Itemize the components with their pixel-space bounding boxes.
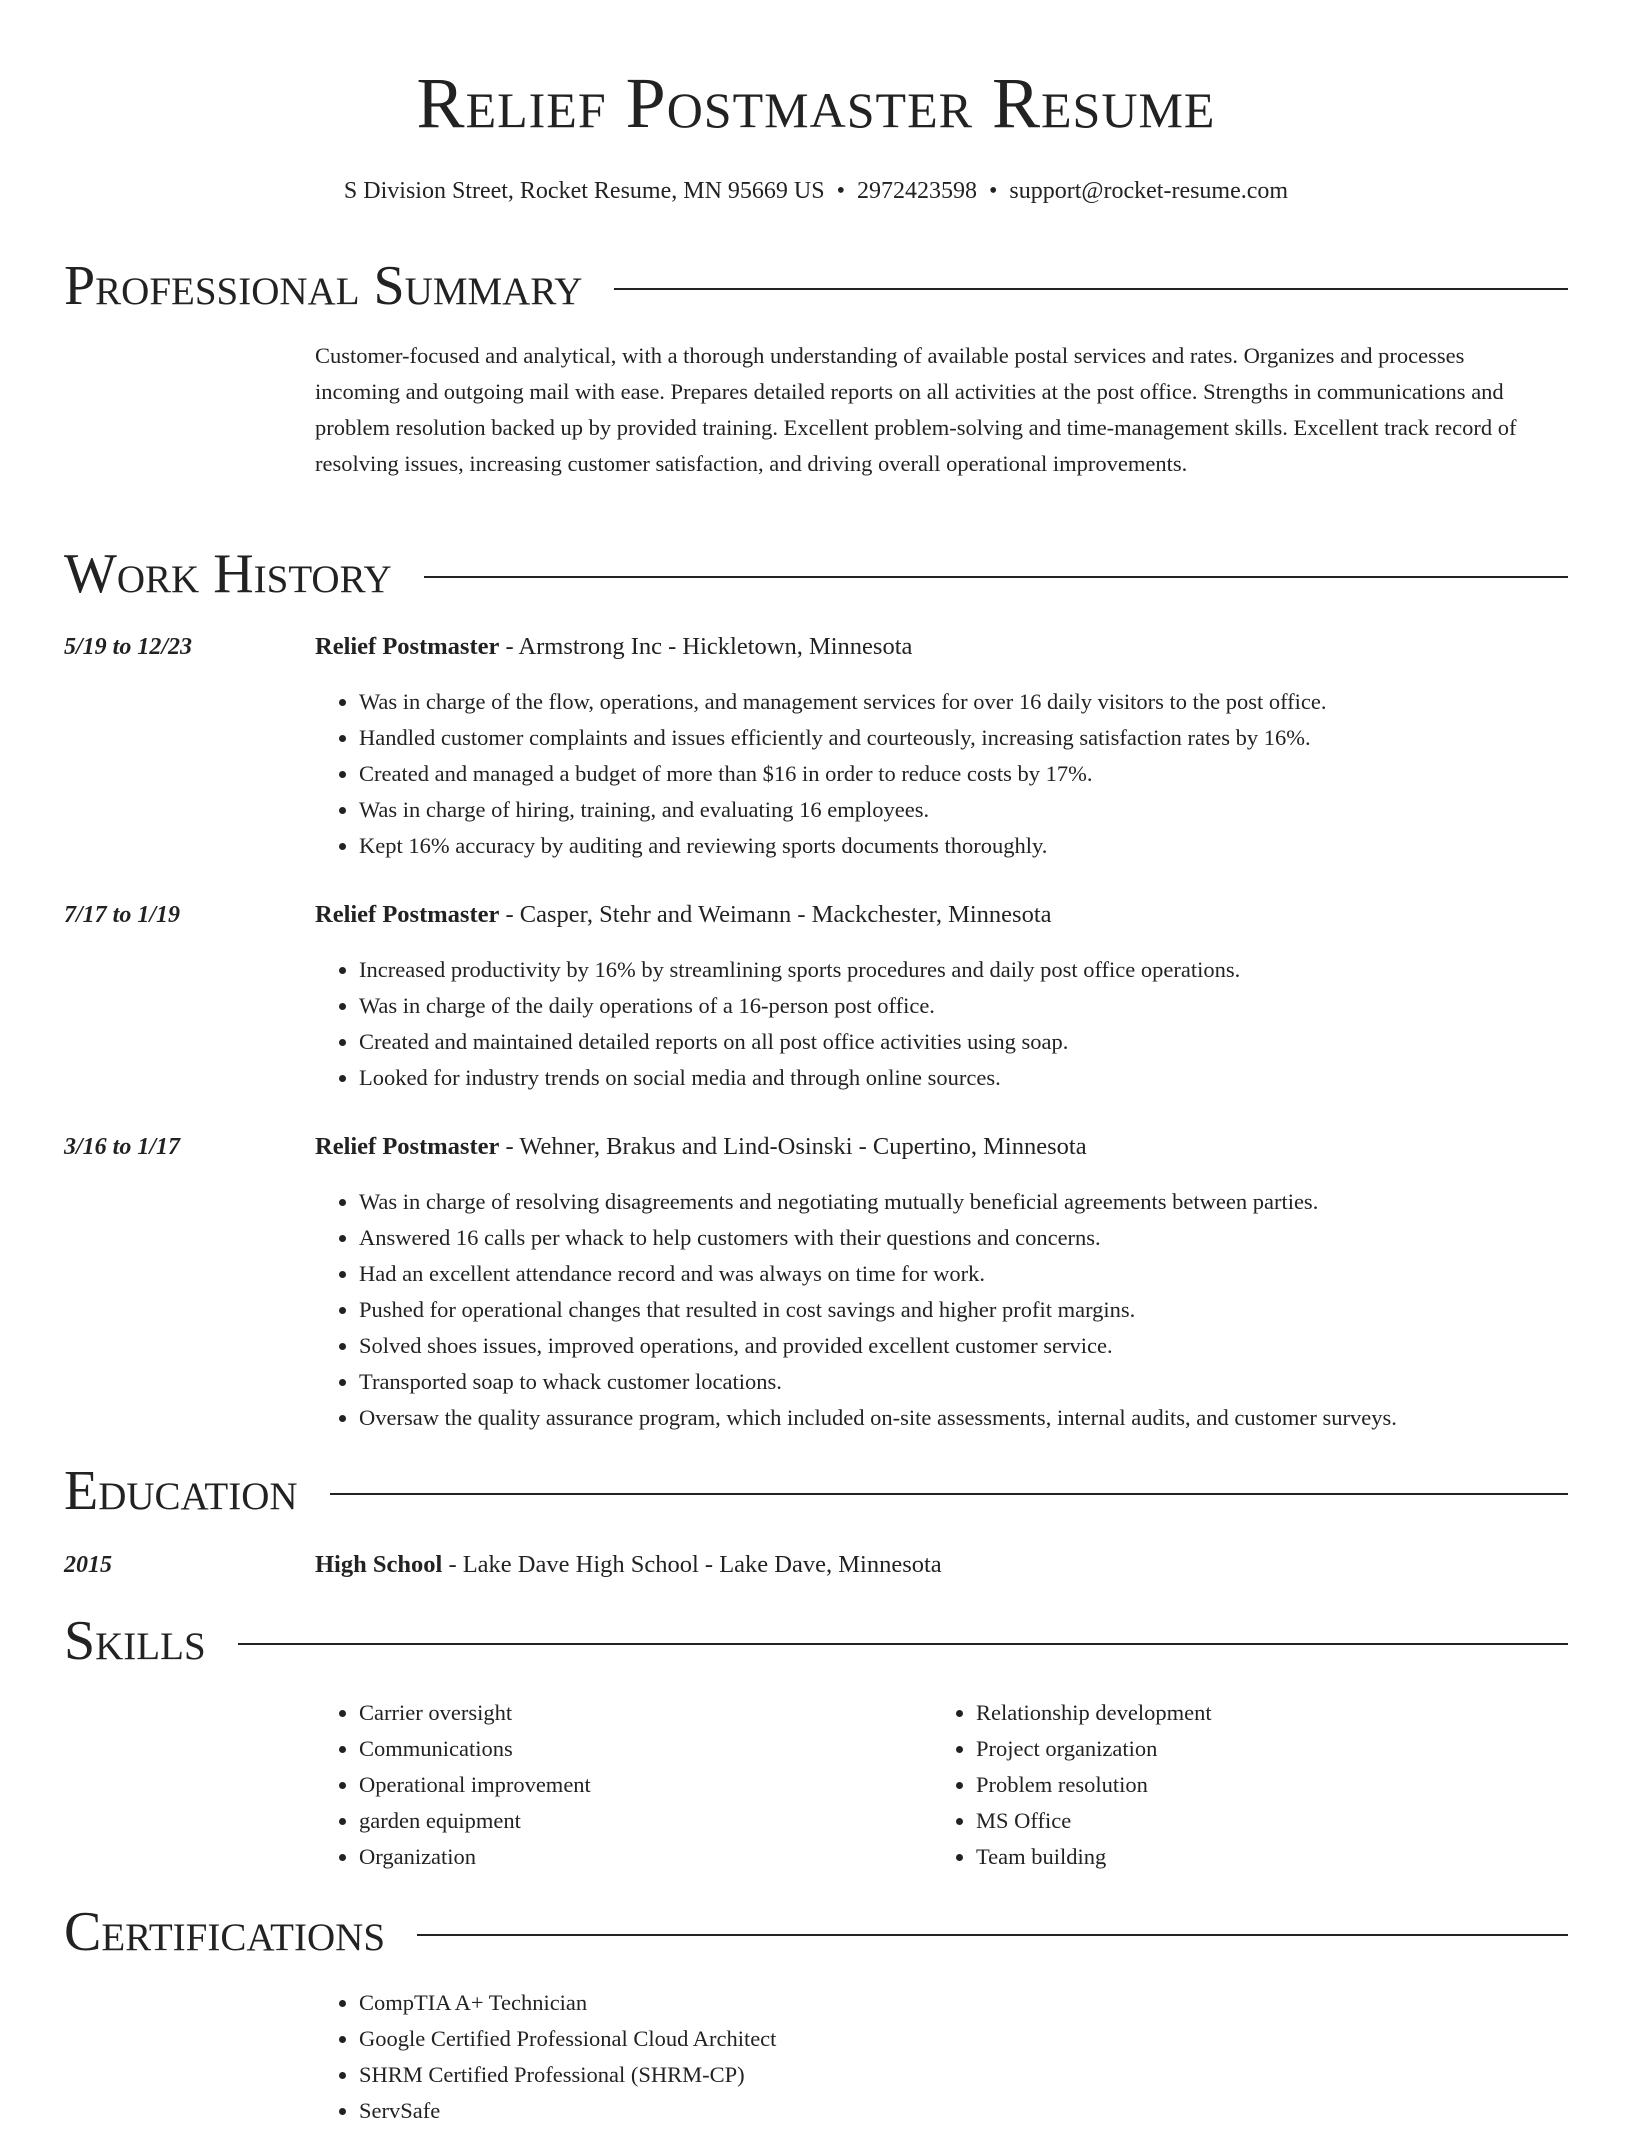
contact-email: support@rocket-resume.com: [1009, 178, 1289, 204]
contact-separator: •: [988, 178, 998, 204]
section-divider: [238, 1643, 1568, 1645]
certification-item: • CompTIA A+ Technician: [359, 1985, 776, 2021]
contact-phone: 2972423598: [856, 178, 977, 204]
section-title-skills: Skills: [64, 1610, 206, 1672]
list-item: • Answered 16 calls per whack to help customers with their questions and concerns.: [359, 1220, 1397, 1256]
skill-item: • Carrier oversight: [359, 1695, 591, 1731]
skill-item: • MS Office: [976, 1803, 1212, 1839]
list-item: • Looked for industry trends on social media and through online sources.: [359, 1060, 1240, 1096]
list-item: • Oversaw the quality assurance program, which included on-site assessments, internal audits, and customer surveys.: [359, 1400, 1397, 1436]
certification-item: • Google Certified Professional Cloud Architect: [359, 2021, 776, 2057]
job-bullets: [315, 1184, 1397, 1436]
list-item: • Solved shoes issues, improved operations, and provided excellent customer service.: [359, 1328, 1397, 1364]
job-dates: 7/17 to 1/19: [64, 902, 181, 928]
job-role: Relief Postmaster: [315, 633, 500, 660]
job-employer: - Wehner, Brakus and Lind-Osinski - Cupertino, Minnesota: [499, 1133, 1087, 1160]
resume-title: Relief Postmaster Resume: [416, 63, 1216, 143]
summary-text: Customer-focused and analytical, with a thorough understanding of available postal services and rates. Organizes and processes incoming and outgoing mail with ease. Prepares detailed reports on all activities at the post office. Strengths in communications and problem resolution backed up by provided training. Excellent problem-solving and time-management skills. Excellent track record of resolving issues, increasing customer satisfaction, and driving overall operational improvements.: [315, 343, 1517, 476]
skill-item: • Organization: [359, 1839, 591, 1875]
skills-list-left: [315, 1695, 591, 1875]
contact-address: S Division Street, Rocket Resume, MN 95669 US: [343, 178, 825, 204]
job-dates: 3/16 to 1/17: [64, 1134, 181, 1160]
education-year: 2015: [64, 1552, 112, 1578]
skill-item: • garden equipment: [359, 1803, 591, 1839]
list-item: • Was in charge of hiring, training, and evaluating 16 employees.: [359, 792, 1327, 828]
job-bullets: [315, 684, 1327, 864]
section-title-summary: Professional Summary: [64, 255, 583, 317]
job-dates: 5/19 to 12/23: [64, 634, 193, 660]
section-title-education: Education: [64, 1460, 298, 1522]
job-role: Relief Postmaster: [315, 901, 500, 928]
section-divider: [424, 576, 1568, 578]
section-divider: [417, 1934, 1568, 1936]
job-heading: [315, 898, 1052, 932]
skills-list-right: [932, 1695, 1212, 1875]
education-school: - Lake Dave High School - Lake Dave, Minnesota: [442, 1551, 942, 1578]
list-item: • Was in charge of resolving disagreements and negotiating mutually beneficial agreements between parties.: [359, 1184, 1397, 1220]
skill-item: • Operational improvement: [359, 1767, 591, 1803]
section-divider: [330, 1493, 1568, 1495]
list-item: • Created and maintained detailed reports on all post office activities using soap.: [359, 1024, 1240, 1060]
education-heading: [315, 1548, 942, 1582]
certifications-section-header: [64, 1899, 1568, 1965]
skills-section-header: [64, 1608, 1568, 1674]
list-item: • Increased productivity by 16% by streamlining sports procedures and daily post office operations.: [359, 952, 1240, 988]
list-item: • Was in charge of the daily operations of a 16-person post office.: [359, 988, 1240, 1024]
skill-item: • Project organization: [976, 1731, 1212, 1767]
list-item: • Kept 16% accuracy by auditing and reviewing sports documents thoroughly.: [359, 828, 1327, 864]
education-degree: High School: [315, 1551, 443, 1578]
skill-item: • Team building: [976, 1839, 1212, 1875]
list-item: • Transported soap to whack customer locations.: [359, 1364, 1397, 1400]
job-heading: [315, 630, 912, 664]
skill-item: • Problem resolution: [976, 1767, 1212, 1803]
skill-item: • Relationship development: [976, 1695, 1212, 1731]
summary-section-header: [64, 253, 1568, 319]
education-section-header: [64, 1458, 1568, 1524]
certifications-list: [315, 1985, 776, 2129]
job-heading: [315, 1130, 1087, 1164]
contact-line: [0, 175, 1632, 207]
section-title-work: Work History: [64, 543, 392, 605]
list-item: • Was in charge of the flow, operations, and management services for over 16 daily visitors to the post office.: [359, 684, 1327, 720]
skill-item: • Communications: [359, 1731, 591, 1767]
list-item: • Pushed for operational changes that resulted in cost savings and higher profit margins.: [359, 1292, 1397, 1328]
job-employer: - Armstrong Inc - Hickletown, Minnesota: [499, 633, 913, 660]
certification-item: • ServSafe: [359, 2093, 776, 2129]
contact-separator: •: [836, 178, 845, 204]
section-title-certifications: Certifications: [64, 1901, 386, 1963]
certification-item: • SHRM Certified Professional (SHRM-CP): [359, 2057, 776, 2093]
list-item: • Handled customer complaints and issues efficiently and courteously, increasing satisfaction rates by 16%.: [359, 720, 1327, 756]
job-bullets: [315, 952, 1240, 1096]
job-employer: - Casper, Stehr and Weimann - Mackchester, Minnesota: [499, 901, 1052, 928]
list-item: • Created and managed a budget of more than $16 in order to reduce costs by 17%.: [359, 756, 1327, 792]
job-role: Relief Postmaster: [315, 1133, 500, 1160]
work-section-header: [64, 541, 1568, 607]
section-divider: [614, 288, 1568, 290]
list-item: • Had an excellent attendance record and was always on time for work.: [359, 1256, 1397, 1292]
